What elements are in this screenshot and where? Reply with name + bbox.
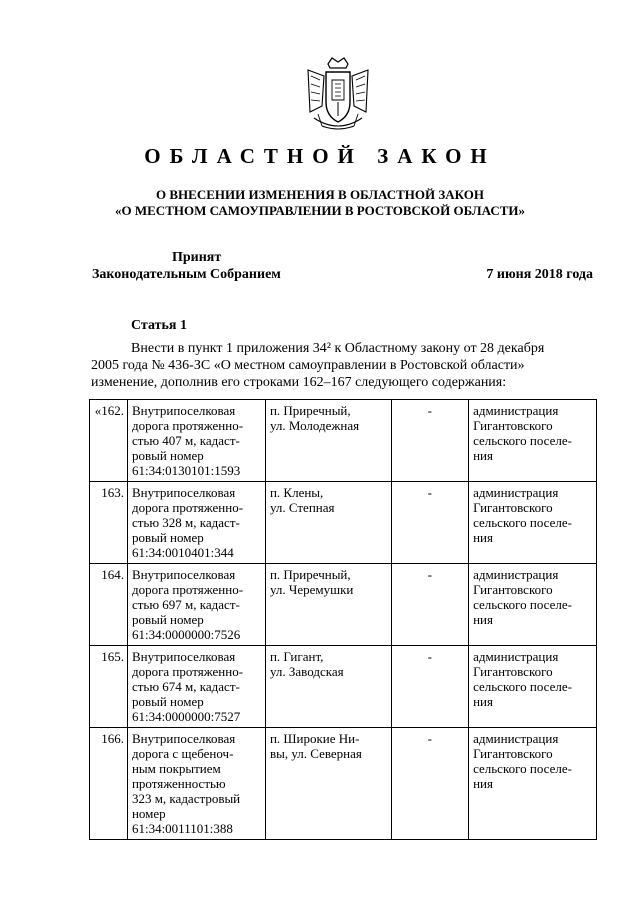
document-title: ОБЛАСТНОЙ ЗАКОН — [144, 144, 496, 168]
object-location-line: ул. Заводская — [269, 664, 344, 679]
object-location-line: п. Широкие Ни- — [269, 731, 360, 746]
administration-line: сельского поселе- — [473, 433, 572, 448]
administration-line: сельского поселе- — [473, 597, 572, 612]
administration-line: ния — [473, 448, 493, 463]
table-row — [90, 564, 597, 646]
object-description — [127, 646, 265, 728]
paragraph-line: 2005 года № 436-ЗС «О местном самоуправлении в Ростовской области» — [91, 358, 525, 373]
object-description-line: дорога протяженно- — [131, 664, 244, 679]
adopted-by-assembly: Законодательным Собранием — [92, 267, 281, 282]
administration-line: Гигантовского — [473, 664, 553, 679]
administration-line: ния — [473, 612, 493, 627]
administration — [469, 646, 597, 728]
object-description-line: ровый номер — [131, 612, 204, 627]
object-location-line: п. Приречный, — [269, 403, 351, 418]
administration-line: администрация — [473, 731, 559, 746]
administration — [469, 482, 597, 564]
adopted-date: 7 июня 2018 года — [486, 267, 593, 282]
object-location — [265, 646, 391, 728]
empty-value-dash: - — [391, 728, 468, 840]
object-description-line: Внутрипоселковая — [131, 649, 236, 664]
administration-line: сельского поселе- — [473, 679, 572, 694]
object-location-line: п. Клены, — [269, 485, 324, 500]
coat-of-arms-icon — [302, 56, 374, 136]
row-number: 164. — [90, 564, 128, 646]
object-description-line: Внутрипоселковая — [131, 485, 236, 500]
object-description-line: 323 м, кадастровый — [131, 791, 241, 806]
administration-line: ния — [473, 694, 493, 709]
object-description — [127, 482, 265, 564]
administration-line: ния — [473, 530, 493, 545]
object-location-line: ул. Молодежная — [269, 418, 360, 433]
object-description-line: 61:34:0000000:7526 — [131, 627, 241, 642]
empty-value-dash: - — [391, 646, 468, 728]
object-description-line: номер — [131, 806, 166, 821]
object-location — [265, 728, 391, 840]
table-row — [90, 728, 597, 840]
empty-value-dash: - — [391, 564, 468, 646]
administration — [469, 564, 597, 646]
table-row — [90, 482, 597, 564]
object-location-line: ул. Черемушки — [269, 582, 354, 597]
administration-line: администрация — [473, 403, 559, 418]
object-description-line: 61:34:0011101:388 — [131, 821, 233, 836]
row-number: 166. — [90, 728, 128, 840]
object-location — [265, 400, 391, 482]
object-description-line: дорога протяженно- — [131, 500, 244, 515]
administration-line: Гигантовского — [473, 418, 553, 433]
table-row — [90, 646, 597, 728]
object-description-line: ровый номер — [131, 448, 204, 463]
article-heading: Статья 1 — [131, 318, 187, 333]
paragraph-line: изменение, дополнив его строками 162–167 следующего содержания: — [91, 375, 507, 390]
administration-line: Гигантовского — [473, 746, 553, 761]
object-description-line: Внутрипоселковая — [131, 403, 236, 418]
empty-value-dash: - — [391, 482, 468, 564]
amendment-table — [89, 399, 597, 840]
object-description-line: протяженностью — [131, 776, 226, 791]
object-location-line: ул. Степная — [269, 500, 335, 515]
object-location — [265, 482, 391, 564]
administration-line: Гигантовского — [473, 500, 553, 515]
table-row — [90, 400, 597, 482]
document-subtitle-line1: О ВНЕСЕНИИ ИЗМЕНЕНИЯ В ОБЛАСТНОЙ ЗАКОН — [156, 187, 484, 202]
administration-line: ния — [473, 776, 493, 791]
adopted-label: Принят — [172, 250, 222, 265]
article-paragraph — [91, 340, 594, 391]
empty-value-dash: - — [391, 400, 468, 482]
administration-line: администрация — [473, 567, 559, 582]
object-description-line: дорога протяженно- — [131, 418, 244, 433]
object-description-line: ным покрытием — [131, 761, 221, 776]
administration-line: администрация — [473, 485, 559, 500]
object-description-line: ровый номер — [131, 694, 204, 709]
object-description-line: 61:34:0010401:344 — [131, 545, 234, 560]
administration-line: Гигантовского — [473, 582, 553, 597]
object-description-line: Внутрипоселковая — [131, 731, 236, 746]
administration — [469, 400, 597, 482]
administration-line: администрация — [473, 649, 559, 664]
object-description-line: стью 328 м, кадаст- — [131, 515, 240, 530]
object-description — [127, 728, 265, 840]
row-number: 163. — [90, 482, 128, 564]
object-description — [127, 400, 265, 482]
document-subtitle-line2: «О МЕСТНОМ САМОУПРАВЛЕНИИ В РОСТОВСКОЙ ОБЛАСТИ» — [115, 203, 525, 218]
object-description-line: Внутрипоселковая — [131, 567, 236, 582]
object-description — [127, 564, 265, 646]
object-location — [265, 564, 391, 646]
object-description-line: ровый номер — [131, 530, 204, 545]
administration-line: сельского поселе- — [473, 515, 572, 530]
object-description-line: дорога протяженно- — [131, 582, 244, 597]
row-number: «162. — [90, 400, 128, 482]
object-description-line: стью 674 м, кадаст- — [131, 679, 240, 694]
row-number: 165. — [90, 646, 128, 728]
object-description-line: 61:34:0130101:1593 — [131, 463, 241, 478]
administration — [469, 728, 597, 840]
object-description-line: дорога с щебеноч- — [131, 746, 234, 761]
object-description-line: 61:34:0000000:7527 — [131, 709, 241, 724]
object-location-line: п. Приречный, — [269, 567, 351, 582]
object-description-line: стью 697 м, кадаст- — [131, 597, 240, 612]
object-location-line: п. Гигант, — [269, 649, 324, 664]
administration-line: сельского поселе- — [473, 761, 572, 776]
object-description-line: стью 407 м, кадаст- — [131, 433, 240, 448]
object-location-line: вы, ул. Северная — [269, 746, 362, 761]
paragraph-line: Внести в пункт 1 приложения 34² к Областному закону от 28 декабря — [131, 341, 545, 356]
